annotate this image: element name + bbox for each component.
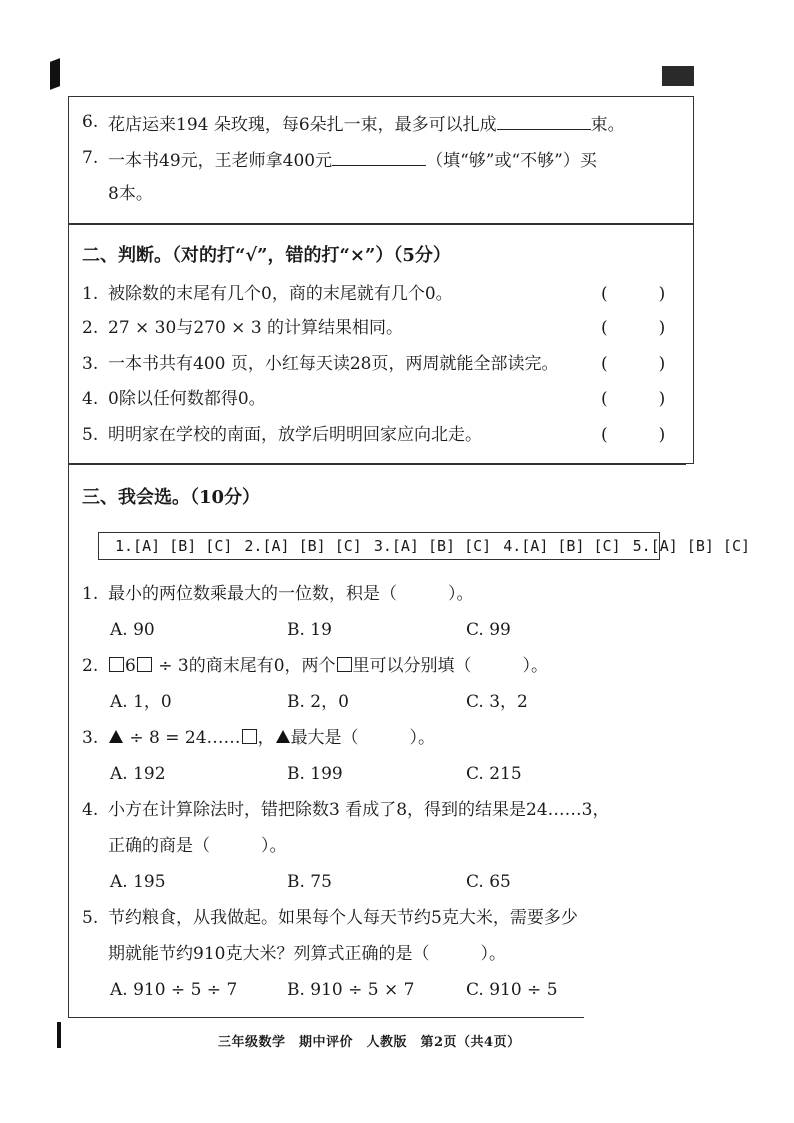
choice5-text-line1: 节约粮食，从我做起。如果每个人每天节约5克大米，需要多少 — [108, 908, 578, 928]
q7-line2: 8本。 — [108, 184, 153, 204]
answer-sheet-box — [98, 532, 751, 560]
choice3-option-a[interactable]: A. 192 — [110, 764, 166, 784]
choice5-number: 5. — [82, 908, 99, 928]
choice1-text: 最小的两位数乘最大的一位数，积是（ ）。 — [108, 584, 474, 604]
judge5-number: 5. — [82, 425, 99, 445]
q7-text-after: （填“够”或“不够”）买 — [426, 151, 597, 171]
choice4-text-line2: 正确的商是（ ）。 — [108, 836, 287, 856]
q6-answer-blank[interactable] — [497, 111, 591, 130]
section3-top-rule — [584, 463, 686, 465]
digit-box-icon — [337, 657, 352, 672]
choice2-number: 2. — [82, 656, 99, 676]
q6-text: 花店运来194 朵玫瑰，每6朵扎一束，最多可以扎成 — [108, 115, 497, 135]
digit-box-icon — [109, 657, 124, 672]
choice4-text-line1: 小方在计算除法时，错把除数3 看成了8，得到的结果是24……3， — [108, 800, 610, 820]
choice1-option-b[interactable]: B. 19 — [287, 620, 332, 640]
choice2-line — [108, 655, 548, 677]
choice2-option-b[interactable]: B. 2，0 — [287, 692, 349, 712]
choice3-option-c[interactable]: C. 215 — [466, 764, 522, 784]
choice5-option-b[interactable]: B. 910 ÷ 5 × 7 — [287, 980, 415, 1000]
remainder-box-icon — [242, 729, 257, 744]
page-footer: 三年级数学 期中评价 人教版 第2页（共4页） — [218, 1035, 521, 1050]
section2-title: 二、判断。（对的打“√”，错的打“×”）（5分） — [82, 245, 451, 266]
choice1-number: 1. — [82, 584, 99, 604]
choice4-number: 4. — [82, 800, 99, 820]
judge5-text: 明明家在学校的南面，放学后明明回家应向北走。 — [108, 425, 482, 445]
choice3-line — [108, 727, 435, 749]
answer-choice-1[interactable]: 1.[A] [B] [C] — [115, 537, 233, 555]
choice4-option-c[interactable]: C. 65 — [466, 872, 511, 892]
judge1-text: 被除数的末尾有几个0，商的末尾就有几个0。 — [108, 284, 453, 304]
judge3-number: 3. — [82, 354, 99, 374]
judge4-answer-paren[interactable]: ( ) — [601, 389, 666, 409]
choice5-text-line2: 期就能节约910克大米？列算式正确的是（ ）。 — [108, 944, 506, 964]
section3-title: 三、我会选。（10分） — [82, 487, 261, 508]
judge4-number: 4. — [82, 389, 99, 409]
judge2-number: 2. — [82, 318, 99, 338]
judge3-text: 一本书共有400 页，小红每天读28页，两周就能全部读完。 — [108, 354, 559, 374]
q7-number: 7. — [82, 148, 99, 168]
digit-box-icon — [137, 657, 152, 672]
choice2-option-c[interactable]: C. 3，2 — [466, 692, 528, 712]
triangle-icon — [276, 730, 290, 743]
judge4-text: 0除以任何数都得0。 — [108, 389, 266, 409]
judge3-answer-paren[interactable]: ( ) — [601, 354, 666, 374]
choice2-option-a[interactable]: A. 1，0 — [110, 692, 172, 712]
q7-line — [108, 147, 597, 172]
judge2-text: 27 × 30与270 × 3 的计算结果相同。 — [108, 318, 404, 338]
choice4-option-b[interactable]: B. 75 — [287, 872, 332, 892]
q6-number: 6. — [82, 112, 99, 132]
choice1-option-a[interactable]: A. 90 — [110, 620, 155, 640]
choice3-text-c: 最大是（ ）。 — [290, 728, 436, 748]
choice2-text-a: 6 — [125, 656, 136, 676]
triangle-icon — [109, 730, 123, 743]
choice4-option-a[interactable]: A. 195 — [110, 872, 166, 892]
judge2-answer-paren[interactable]: ( ) — [601, 318, 666, 338]
corner-mark-top-left — [50, 58, 60, 90]
answer-choice-3[interactable]: 3.[A] [B] [C] — [373, 537, 492, 555]
q6-text-after: 束。 — [590, 115, 625, 135]
answer-choice-5[interactable]: 5.[A] [B] [C] — [632, 537, 751, 555]
answer-choice-2[interactable]: 2.[A] [B] [C] — [244, 537, 362, 555]
choice2-text-c: 里可以分别填（ ）。 — [352, 656, 549, 676]
judge1-number: 1. — [82, 284, 99, 304]
choice3-option-b[interactable]: B. 199 — [287, 764, 343, 784]
judge1-answer-paren[interactable]: ( ) — [601, 284, 666, 304]
choice3-number: 3. — [82, 728, 99, 748]
choice1-option-c[interactable]: C. 99 — [466, 620, 511, 640]
choice3-text-a: ÷ 8 = 24…… — [124, 728, 241, 748]
q6-line — [108, 111, 625, 136]
choice5-option-a[interactable]: A. 910 ÷ 5 ÷ 7 — [110, 980, 238, 1000]
corner-mark-bottom-left — [57, 1022, 61, 1048]
choice3-text-b: ， — [257, 728, 275, 748]
judge5-answer-paren[interactable]: ( ) — [601, 425, 666, 445]
q7-answer-blank[interactable] — [332, 147, 426, 166]
q7-text: 一本书49元，王老师拿400元 — [108, 151, 333, 171]
answer-choice-4[interactable]: 4.[A] [B] [C] — [503, 537, 621, 555]
corner-mark-top-right — [662, 66, 694, 86]
choice2-text-b: ÷ 3的商末尾有0，两个 — [152, 656, 336, 676]
choice5-option-c[interactable]: C. 910 ÷ 5 — [466, 980, 558, 1000]
